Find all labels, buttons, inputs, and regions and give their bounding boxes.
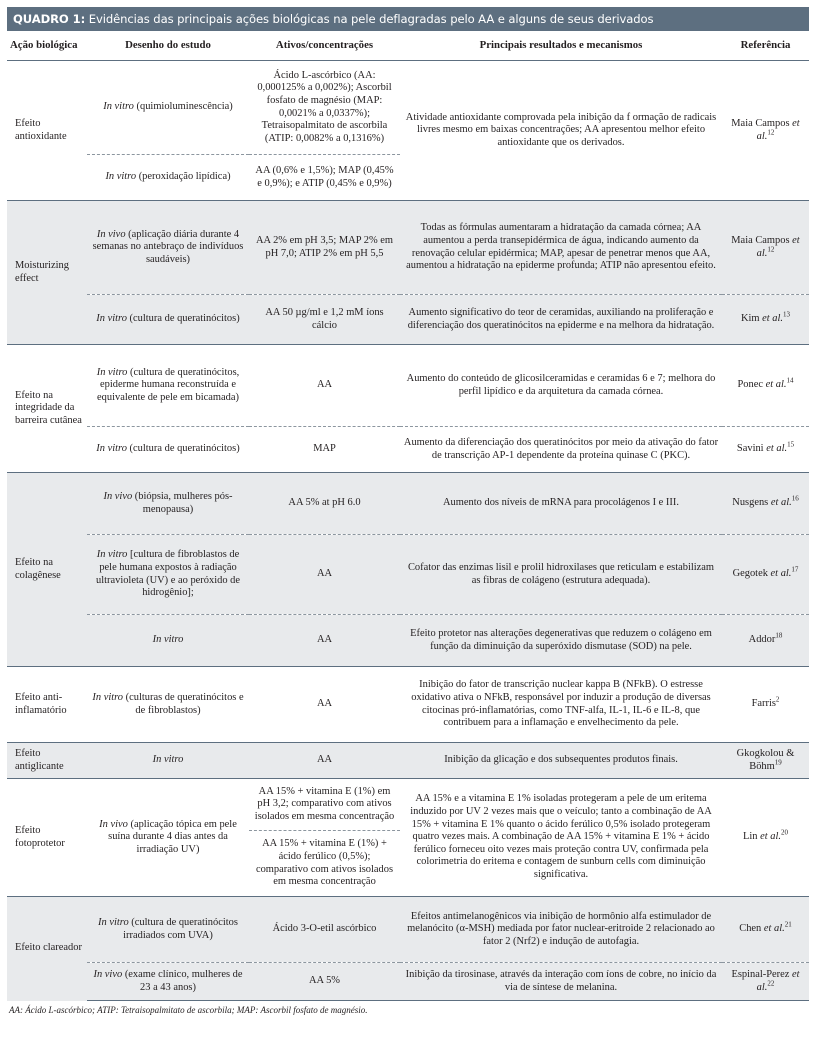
ref-number: 21 [784,920,792,929]
cell-referencia [722,779,809,897]
cell-desenho [87,963,249,1001]
cell-desenho [87,667,249,743]
cell-desenho [87,743,249,779]
study-detail: (aplicação tópica em pele suína durante 4 dias antes da irradiação UV) [108,818,237,855]
cell-referencia [722,535,809,615]
cell-ativos: AA 15% + vitamina E (1%) em pH 3,2; comparativo com ativos isolados em mesma concentração [249,779,400,831]
ref-etal: et al. [763,923,785,935]
cell-referencia [722,743,809,779]
cell-ativos: AA 5% [249,963,400,1001]
table-title [7,7,809,31]
study-type: In vitro [98,916,129,928]
study-detail: (cultura de queratinócitos) [129,443,240,455]
study-detail: (peroxidação lipídica) [138,171,231,183]
ref-number: 20 [780,828,788,837]
cell-acao: Efeito fotoprotetor [7,779,87,897]
cell-ativos: AA 5% at pH 6.0 [249,473,400,535]
ref-author: Espinal-Perez [731,968,790,980]
cell-resultados: Cofator das enzimas lisil e prolil hidroxilases que reticulam e estabilizam as fibras de colágeno (estrutura adequada). [400,535,722,615]
study-detail: (cultura de queratinócitos irradiados com UVA) [123,916,238,941]
ref-number: 16 [791,494,799,503]
study-detail: (cultura de queratinócitos) [129,313,240,325]
ref-number: 12 [767,245,775,254]
cell-resultados: Efeito protetor nas alterações degenerativas que reduzem o colágeno em função da diminuição da superóxido dismutase (SOD) na pele. [400,615,722,667]
cell-ativos: AA 2% em pH 3,5; MAP 2% em pH 7,0; ATIP 2% em pH 5,5 [249,201,400,295]
study-detail: [cultura de fibroblastos de pele humana expostos à radiação ultravioleta (UV) e ao peróxido de hidrogênio]; [95,549,241,599]
ref-etal: et al. [756,968,800,993]
cell-ativos: AA 15% + vitamina E (1%) + ácido ferúlico (0,5%); comparativo com ativos isolados em mesma concentração [249,831,400,897]
ref-author: Farris [751,698,776,710]
ref-etal: et al. [760,831,781,843]
cell-referencia [722,473,809,535]
header-ativos: Ativos/concentrações [249,31,400,61]
cell-acao: Efeito antiglicante [7,743,87,779]
cell-ativos: Ácido L-ascórbico (AA: 0,000125% a 0,002%); Ascorbil fosfato de magnésio (MAP: 0,0021% a 0,0337%); Tetraisopalmitato de ascorbila (ATIP: 0,0082% a 0,1316%) [249,61,400,155]
cell-desenho [87,473,249,535]
cell-ativos: AA [249,743,400,779]
study-type: In vivo [99,818,128,830]
ref-author: Ponec [737,379,764,391]
cell-resultados: Todas as fórmulas aumentaram a hidratação da camada córnea; AA aumentou a perda transepidérmica de água, indicando aumento da renovação celular epidérmica; MAP, apesar de penetrar menos que AA, aumentou a hidratação na epiderme profunda; ATIP não apresentou efeito. [400,201,722,295]
cell-referencia [722,201,809,295]
ref-number: 22 [767,979,775,988]
table-row [7,897,809,963]
cell-ativos: AA [249,535,400,615]
ref-etal: et al. [756,234,800,259]
header-desenho: Desenho do estudo [87,31,249,61]
cell-referencia [722,345,809,427]
cell-acao: Efeito clareador [7,897,87,1001]
ref-number: 2 [775,695,780,704]
ref-author: Kim [740,313,760,325]
ref-number: 14 [786,376,794,385]
table-row [7,963,809,1001]
cell-resultados: Inibição do fator de transcrição nuclear kappa B (NFkB). O estresse oxidativo ativa o NFkB, responsável por induzir a produção de diversas citocinas pró-inflamatórias, como TNF-alfa, IL-1, IL-6 e IL-8, que contribuem para a inflamação e envelhecimento da pele. [400,667,722,743]
cell-desenho [87,345,249,427]
ref-author: Gegotek [732,568,768,580]
ref-etal: et al. [762,313,784,325]
study-type: In vivo [96,228,126,240]
ref-author: Savini [736,443,764,455]
evidence-table [7,31,809,1001]
cell-desenho [87,615,249,667]
ref-author: Lin [743,831,758,843]
study-type: In vitro [96,549,128,561]
cell-desenho [87,155,249,201]
ref-number: 19 [774,758,782,767]
cell-desenho [87,427,249,473]
cell-ativos: AA [249,345,400,427]
ref-etal: et al. [765,379,787,391]
table-row [7,295,809,345]
ref-etal: et al. [756,117,800,142]
cell-referencia [722,615,809,667]
study-detail: (quimioluminescência) [136,101,233,113]
cell-desenho [87,897,249,963]
cell-acao: Efeito na integridade da barreira cutânea [7,345,87,473]
header-acao: Ação biológica [7,31,87,61]
cell-referencia [722,667,809,743]
study-type: In vitro [105,171,137,183]
document-page [7,7,809,1015]
ref-etal: et al. [770,497,792,509]
cell-desenho [87,295,249,345]
cell-ativos: AA [249,615,400,667]
header-resultados: Principais resultados e mecanismos [400,31,722,61]
study-type: In vivo [103,490,133,502]
table-row [7,535,809,615]
cell-resultados: Inibição da tirosinase, através da interação com íons de cobre, no início da via de síntese de melanina. [400,963,722,1001]
ref-etal: et al. [766,443,788,455]
cell-ativos: Ácido 3-O-etil ascórbico [249,897,400,963]
cell-referencia [722,963,809,1001]
cell-resultados: Aumento da diferenciação dos queratinócitos por meio da ativação do fator de transcrição AP-1 dependente da proteína quinase C (PKC). [400,427,722,473]
cell-acao: Efeito antioxidante [7,61,87,201]
cell-desenho [87,201,249,295]
study-type: In vitro [92,691,124,703]
table-row [7,61,809,155]
study-type: In vitro [152,634,184,646]
table-row [7,201,809,295]
cell-acao: Moisturizing effect [7,201,87,345]
cell-resultados: AA 15% e a vitamina E 1% isoladas protegeram a pele de um eritema induzido por UV 2 vezes mais que o veículo; tanto a combinação de AA 15% + vitamina E 1% quanto o ácido ferúlico 0,5% isolado protegeram quatro vezes mais. A combinação de AA 15% + vitamina E 1% + ácido ferúlico forneceu oito vezes mais proteção contra UV, confirmada pela colorimetria do eritema e contagem de sunburn cells com diminuição significativa. [400,779,722,897]
table-footnote: AA: Ácido L-ascórbico; ATIP: Tetraisopalmitato de ascorbila; MAP: Ascorbil fosfato de magnésio. [9,1005,368,1015]
table-header-row [7,31,809,61]
cell-ativos: AA 50 µg/ml e 1,2 mM íons cálcio [249,295,400,345]
cell-acao: Efeito na colagênese [7,473,87,667]
study-type: In vitro [96,443,127,455]
study-type: In vitro [96,313,127,325]
cell-ativos: MAP [249,427,400,473]
cell-desenho [87,535,249,615]
ref-number: 18 [775,631,783,640]
header-referencia: Referência [722,31,809,61]
cell-desenho [87,779,249,897]
study-type: In vivo [93,968,123,980]
cell-resultados: Inibição da glicação e dos subsequentes produtos finais. [400,743,722,779]
cell-ativos: AA (0,6% e 1,5%); MAP (0,45% e 0,9%); e ATIP (0,45% e 0,9%) [249,155,400,201]
study-type: In vitro [152,754,184,766]
study-type: In vitro [103,101,134,113]
study-detail: (exame clínico, mulheres de 23 a 43 anos) [124,968,243,993]
table-row [7,427,809,473]
table-row [7,743,809,779]
cell-resultados: Atividade antioxidante comprovada pela inibição da f ormação de radicais livres mesmo em baixas concentrações; AA apresentou melhor efeito antioxidante que os derivados. [400,61,722,201]
cell-referencia [722,427,809,473]
cell-resultados: Aumento do conteúdo de glicosilceramidas e ceramidas 6 e 7; melhora do perfil lipídico e da arquitetura da camada córnea. [400,345,722,427]
cell-referencia [722,295,809,345]
table-title-text: Evidências das principais ações biológicas na pele deflagradas pelo AA e alguns de seus derivados [88,12,654,26]
ref-author: Maia Campos [731,117,790,129]
study-detail: (culturas de queratinócitos e de fibroblastos) [125,691,244,716]
table-row [7,345,809,427]
cell-ativos: AA [249,667,400,743]
table-row [7,473,809,535]
study-detail: (cultura de queratinócitos, epiderme humana reconstruída e equivalente de pele em bicamada) [97,366,240,403]
cell-desenho [87,61,249,155]
cell-referencia [722,897,809,963]
table-title-label: QUADRO 1: [13,12,86,26]
ref-number: 17 [791,565,799,574]
study-type: In vitro [96,366,128,378]
study-detail: (aplicação diária durante 4 semanas no antebraço de indivíduos saudáveis) [92,228,244,265]
ref-author: Maia Campos [731,234,790,246]
study-detail: (biópsia, mulheres pós-menopausa) [134,490,233,515]
ref-number: 12 [767,128,775,137]
cell-acao: Efeito anti-inflamatório [7,667,87,743]
cell-resultados: Efeitos antimelanogênicos via inibição de hormônio alfa estimulador de melanócito (α-MSH) mediada por fator nuclear-eritroide 2 relacionado ao fator 2 (Nrf2) e indução de autofagia. [400,897,722,963]
ref-author: Addor [748,634,776,646]
ref-etal: et al. [770,568,792,580]
ref-author: Gkogkolou & Böhm [736,747,795,772]
ref-author: Chen [739,923,762,935]
ref-number: 15 [787,440,795,449]
ref-author: Nusgens [732,497,769,509]
cell-resultados: Aumento dos níveis de mRNA para procolágenos I e III. [400,473,722,535]
cell-referencia [722,61,809,201]
table-row [7,615,809,667]
ref-number: 13 [783,310,791,319]
table-row [7,779,809,831]
table-row [7,667,809,743]
cell-resultados: Aumento significativo do teor de ceramidas, auxiliando na proliferação e diferenciação dos queratinócitos na epiderme e na melhora da hidratação. [400,295,722,345]
